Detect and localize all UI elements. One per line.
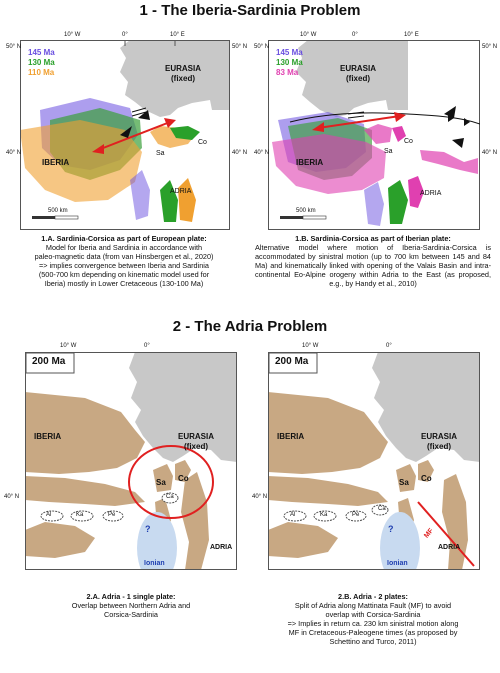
mf-label: MF [423,527,435,540]
legend-130ma: 130 Ma [28,58,55,67]
adria-fragment-green [388,180,408,224]
africa-south [268,522,338,558]
section2-title: 2 - The Adria Problem [172,318,328,335]
legend-145ma: 145 Ma [276,48,303,57]
co-label: Co [178,474,189,483]
africa-south [25,522,95,558]
pe-label: Pe [352,512,360,518]
adria-fragment-orange [178,178,196,222]
al-label: Al [290,512,296,518]
eurasia-label: EURASIA [421,432,458,441]
ka-label: Ka [76,512,84,518]
question-label: ? [388,524,394,534]
scale-label: 500 km [296,208,316,214]
caption-2b-body: Split of Adria along Mattinata Fault (MF) to avoid overlap with Corsica-Sardinia => Implies in return ca. 230 km sinistral motion along MF in Cretaceous-Paleogene times (as proposed by Schettino and Turco, 2011) [287,601,459,647]
caption-1b-title: 1.B. Sardinia-Corsica as part of Iberian plate: [295,234,451,243]
lat-40n: 40° N [4,494,20,500]
eurasia-label: EURASIA [340,64,377,73]
adria-label: ADRIA [210,544,233,551]
lat-50n-right: 50° N [482,44,498,50]
lat-50n-left: 50° N [254,44,270,50]
caption-1a [6,234,242,289]
age-label: 200 Ma [32,356,66,367]
scale-label: 500 km [48,208,68,214]
eurasia-landmass [372,352,480,462]
section1-title: 1 - The Iberia-Sardinia Problem [139,2,361,19]
ionian-label: Ionian [387,560,408,567]
question-label: ? [145,524,151,534]
adria-fragment-purple [130,170,150,220]
age-label: 200 Ma [275,356,309,367]
caption-1a-body: Model for Iberia and Sardinia in accordance with paleo-magnetic data (from van Hinsbergen et al., 2020) => implies convergence between Iberia and Sardinia (500-700 km depending on kinematic model used for Iberia) mostly in Lower Cretaceous (130-100 Ma) [34,243,214,289]
legend-110ma: 110 Ma [28,68,55,77]
caption-2a [10,592,252,619]
motion-arrow-icon [444,106,456,118]
iberia-label: IBERIA [34,432,62,441]
lat-40n: 40° N [252,494,268,500]
caption-2a-body: Overlap between Northern Adria and Corsica-Sardinia [71,601,191,620]
eurasia-label: EURASIA [165,64,202,73]
lon-10e-top: 10° E [404,32,419,38]
legend-145ma: 145 Ma [28,48,55,57]
adria-label: ADRIA [438,544,461,551]
north-africa-strip [268,476,388,506]
ca-label: Ca [166,494,174,500]
lon-10w-top: 10° W [60,343,77,349]
adria-fragment-green [160,180,178,222]
lon-10w-top: 10° W [64,32,81,38]
lat-40n-right: 40° N [482,150,498,156]
sa-label: Sa [156,478,166,487]
lon-10w-top: 10° W [300,32,317,38]
iberia-label: IBERIA [277,432,305,441]
adria-fragment-purple [364,182,384,226]
lon-10w-top: 10° W [302,343,319,349]
sa-label: Sa [156,150,165,157]
lon-0-top: 0° [386,343,392,349]
ka-label: Ka [320,512,328,518]
al-label: Al [46,512,52,518]
lon-0-top: 0° [122,32,128,38]
lon-0-top: 0° [352,32,358,38]
eurasia-fixed-label: (fixed) [184,442,208,451]
iberia-label: IBERIA [42,158,70,167]
eurasia-fixed-label: (fixed) [346,74,370,83]
caption-2b [252,592,494,647]
lat-50n-right: 50° N [232,44,248,50]
panel-2b-map [268,352,480,570]
lat-50n-left: 50° N [6,44,22,50]
motion-arrow-icon-2 [138,110,150,120]
legend-83ma: 83 Ma [276,68,299,77]
north-africa-strip [25,476,145,506]
lon-0-top: 0° [144,343,150,349]
legend-130ma: 130 Ma [276,58,303,67]
motion-arrow-icon-2 [452,138,464,148]
alpine-belt [420,150,478,174]
caption-1b [255,234,491,289]
eurasia-fixed-label: (fixed) [171,74,195,83]
adria-label: ADRIA [420,190,442,197]
ca-label: Ca [378,506,386,512]
iberia-label: IBERIA [296,158,324,167]
caption-1b-body: Alternative model where motion of Iberia-Sardinia-Corsica is accommodated by sinistral motion (up to 700 km between 145 and 84 Ma) and kinematically linked with opening of the Valais Basin and intra-continental Eo-Alpine orogeny within Adria to the East (as proposed, e.g., by Handy et al., 2010) [255,243,491,289]
co-label: Co [404,138,413,145]
lat-40n-right: 40° N [232,150,248,156]
panel-2a-map [25,352,237,570]
co-label: Co [198,139,207,146]
eurasia-label: EURASIA [178,432,215,441]
sa-label: Sa [399,478,409,487]
lat-40n-left: 40° N [254,150,270,156]
adria-shape [181,472,209,570]
caption-2a-title: 2.A. Adria - 1 single plate: [86,592,176,601]
caption-2b-title: 2.B. Adria - 2 plates: [338,592,408,601]
eurasia-landmass [129,352,237,462]
ionian-label: Ionian [144,560,165,567]
sa-label: Sa [384,148,393,155]
eurasia-fixed-label: (fixed) [427,442,451,451]
lon-10e-top: 10° E [170,32,185,38]
adria-label: ADRIA [170,188,192,195]
co-label: Co [421,474,432,483]
caption-1a-title: 1.A. Sardinia-Corsica as part of European plate: [41,234,207,243]
lat-40n-left: 40° N [6,150,22,156]
pe-label: Pe [108,512,116,518]
